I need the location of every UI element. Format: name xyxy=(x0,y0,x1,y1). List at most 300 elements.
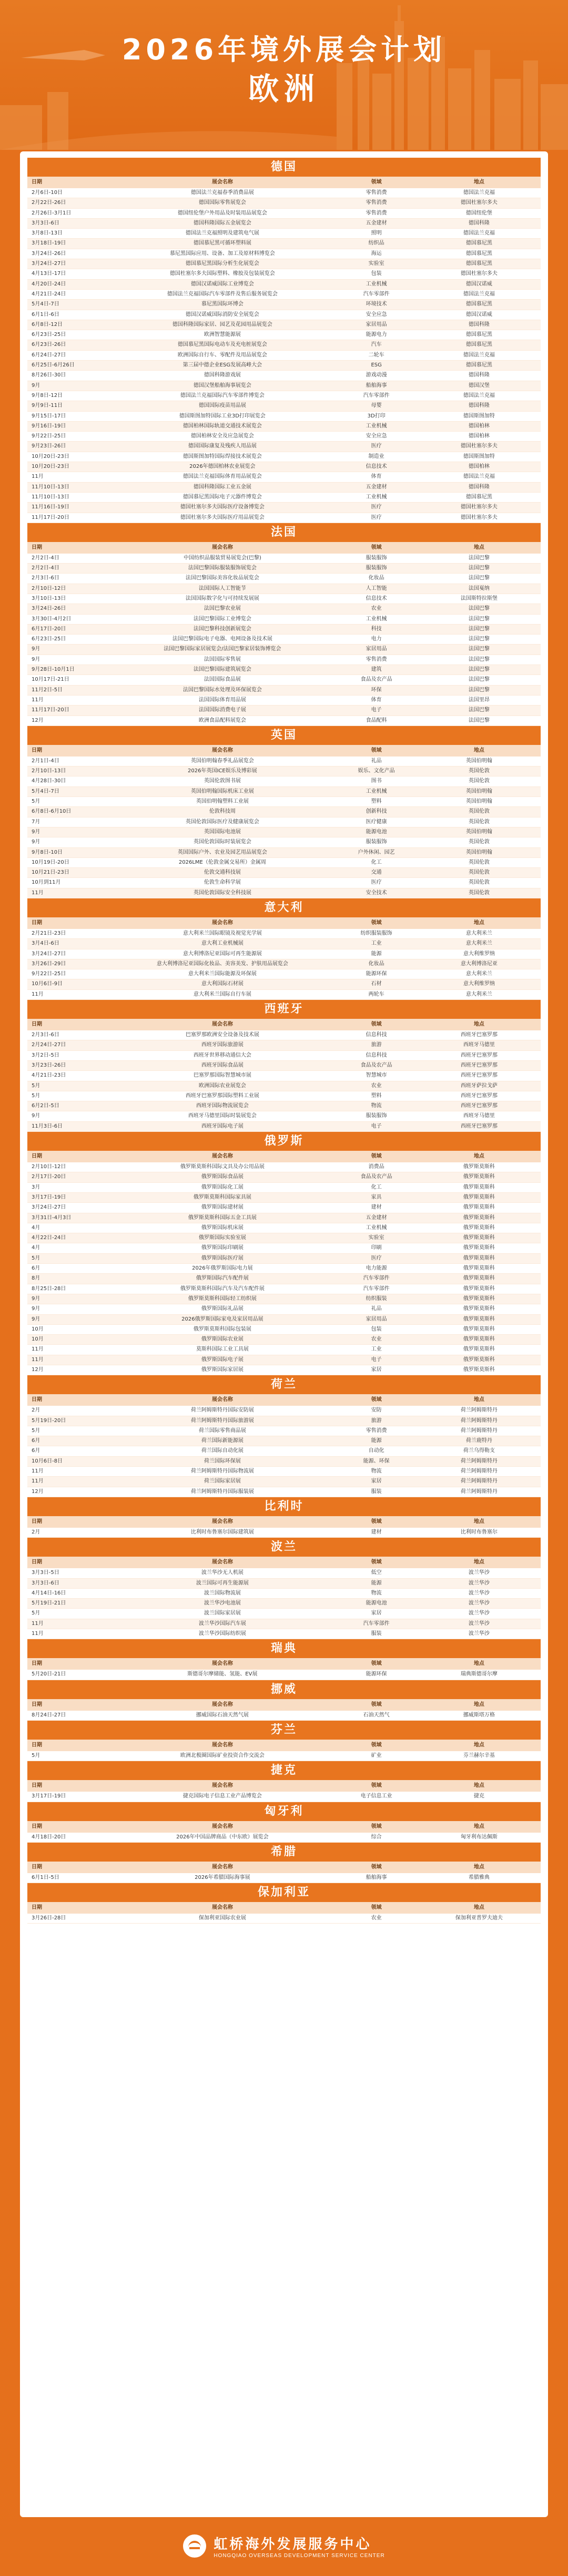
table-cell: 西班牙马德里国际时装展览会 xyxy=(188,1113,257,1119)
table-header-row xyxy=(27,1019,541,1030)
column-header-field: 领域 xyxy=(371,747,382,753)
table-cell: 法国巴黎 xyxy=(468,667,490,673)
table-cell: 俄罗斯国际食品展 xyxy=(201,1174,244,1180)
table-row xyxy=(27,1091,541,1101)
table-cell: 3月30日-4月2日 xyxy=(32,616,72,622)
table-body xyxy=(27,757,541,898)
table-cell: 10月17日-21日 xyxy=(32,677,69,683)
table-row xyxy=(27,493,541,503)
table-cell: 医疗 xyxy=(371,880,382,886)
table-row xyxy=(27,1213,541,1223)
table-cell: 11月3日-6日 xyxy=(32,1123,63,1129)
table-cell: 波兰国际物流展 xyxy=(204,1590,241,1596)
table-cell: 意大利米兰国际能源及环保展 xyxy=(188,971,257,977)
column-header-field: 领域 xyxy=(371,1559,382,1566)
table-cell: 德国法兰克福 xyxy=(463,291,495,297)
table-row xyxy=(27,229,541,239)
table-cell: 体育 xyxy=(371,697,382,703)
table-row xyxy=(27,422,541,432)
table-row xyxy=(27,574,541,584)
table-cell: 西班牙萨拉戈萨 xyxy=(460,1082,498,1089)
table-cell: 5月4日-7日 xyxy=(32,788,59,794)
table-cell: 西班牙巴塞罗那 xyxy=(460,1123,498,1129)
table-cell: 俄罗斯莫斯科国际轻工纺织展 xyxy=(188,1295,257,1302)
country-heading: 英国 xyxy=(27,726,541,745)
table-cell: 包装 xyxy=(371,1326,382,1332)
column-header-name: 展会名称 xyxy=(211,1823,233,1829)
country-heading: 匈牙利 xyxy=(27,1802,541,1821)
table-row xyxy=(27,310,541,320)
table-row xyxy=(27,1162,541,1172)
table-cell: 荷兰阿姆斯特丹 xyxy=(460,1427,498,1434)
table-cell: 英国伯明翰 xyxy=(465,758,492,764)
table-cell: 德国杜塞尔多夫 xyxy=(460,200,498,206)
table-row xyxy=(27,391,541,401)
table-cell: 9月 xyxy=(32,382,40,389)
column-header-date: 日期 xyxy=(32,747,42,753)
column-header-date: 日期 xyxy=(32,1701,42,1708)
table-cell: 德国杜塞尔多夫 xyxy=(460,514,498,520)
table-cell: 德国科隆 xyxy=(468,484,490,490)
table-cell: 波兰华沙 xyxy=(468,1610,490,1617)
table-cell: 荷兰阿姆斯特丹 xyxy=(460,1417,498,1424)
table-cell: 8月25日-28日 xyxy=(32,1285,66,1292)
column-header-field: 领域 xyxy=(371,179,382,185)
table-row xyxy=(27,351,541,361)
table-cell: 法国巴黎国际服装服饰展览会 xyxy=(188,565,257,571)
table-row xyxy=(27,1670,541,1680)
table-cell: 荷兰阿姆斯特丹国际物流展 xyxy=(190,1468,254,1475)
table-cell: 化妆品 xyxy=(368,575,384,581)
column-header-name: 展会名称 xyxy=(211,1153,233,1160)
table-row xyxy=(27,1416,541,1426)
table-cell: 法国巴黎 xyxy=(468,656,490,662)
table-cell: 德国科隆国际五金展览会 xyxy=(193,220,251,226)
column-header-date: 日期 xyxy=(32,1905,42,1911)
table-row xyxy=(27,665,541,675)
table-row xyxy=(27,452,541,462)
table-row xyxy=(27,1406,541,1416)
table-cell: 意大利米兰国际自行车展 xyxy=(193,991,251,997)
table-row xyxy=(27,300,541,310)
table-cell: 俄罗斯国际电子展 xyxy=(201,1356,244,1363)
table-cell: 二轮车 xyxy=(368,352,384,358)
table-cell: 工业机械 xyxy=(366,1224,387,1231)
table-row xyxy=(27,340,541,350)
table-cell: 俄罗斯国际家居展 xyxy=(201,1366,244,1373)
column-header-date: 日期 xyxy=(32,1661,42,1667)
table-cell: 德国国际零售展览会 xyxy=(198,200,246,206)
table-cell: 信息科技 xyxy=(366,1032,387,1038)
table-cell: 法国国际数字化与可持续发展展 xyxy=(185,595,259,601)
page-subtitle: 欧洲 xyxy=(248,71,320,107)
table-cell: 西班牙马德里 xyxy=(463,1113,495,1119)
column-header-field: 领域 xyxy=(371,1397,382,1403)
table-cell: 4月 xyxy=(32,1224,40,1231)
column-header-name: 展会名称 xyxy=(211,1783,233,1789)
column-header-location: 地点 xyxy=(473,1661,484,1667)
table-cell: 德国柏林 xyxy=(468,423,490,429)
table-cell: 6月24日-27日 xyxy=(32,352,66,358)
table-cell: 德国汉堡 xyxy=(468,382,490,389)
table-cell: 意大利国际石材展 xyxy=(201,981,244,987)
table-cell: 德国慕尼黑 xyxy=(465,332,492,338)
table-cell: 意大利维罗纳 xyxy=(463,950,495,957)
country-section xyxy=(27,158,541,523)
table-cell: 10月20日-23日 xyxy=(32,464,69,470)
table-row xyxy=(27,1101,541,1111)
table-cell: 荷兰阿姆斯特丹 xyxy=(460,1478,498,1485)
table-cell: 德国慕尼黑 xyxy=(465,362,492,369)
table-body xyxy=(27,1711,541,1721)
table-cell: 9月22日-25日 xyxy=(32,433,66,439)
table-row xyxy=(27,888,541,898)
table-row xyxy=(27,198,541,208)
table-cell: 4月21日-23日 xyxy=(32,1072,66,1079)
table-cell: 德国汉诺威国际消防安全展览会 xyxy=(185,311,259,318)
table-cell: 英国伦敦国际医疗及健康展览会 xyxy=(185,819,259,825)
column-header-name: 展会名称 xyxy=(211,1518,233,1525)
table-cell: 服装服饰 xyxy=(366,839,387,845)
table-row xyxy=(27,513,541,523)
table-cell: 希腊雅典 xyxy=(468,1874,490,1880)
table-cell: 11月 xyxy=(32,1468,44,1475)
country-section xyxy=(27,1802,541,1843)
table-cell: 2月26日-3月1日 xyxy=(32,210,72,216)
table-cell: 德国慕尼黑国际电动车及充电桩展览会 xyxy=(177,342,267,348)
table-cell: 工业机械 xyxy=(366,494,387,500)
table-cell: 6月23日-25日 xyxy=(32,636,66,642)
column-header-field: 领域 xyxy=(371,1905,382,1911)
table-row xyxy=(27,483,541,493)
table-cell: 欧洲国际自行车、零配件及用品展览会 xyxy=(177,352,267,358)
table-cell: 英国伦敦 xyxy=(468,768,490,774)
table-cell: 3月18日-19日 xyxy=(32,240,66,247)
table-cell: 德国杜塞尔多夫 xyxy=(460,443,498,449)
table-cell: 8月 xyxy=(32,1275,40,1282)
table-row xyxy=(27,330,541,340)
table-cell: 2月21日-23日 xyxy=(32,931,66,936)
table-cell: 波兰华沙 xyxy=(468,1570,490,1576)
table-row xyxy=(27,1599,541,1609)
table-cell: 伦敦交通科技展 xyxy=(204,870,241,876)
table-row xyxy=(27,1528,541,1538)
table-header-row xyxy=(27,917,541,929)
table-cell: 零售消费 xyxy=(366,656,387,662)
table-cell: 3月24日-26日 xyxy=(32,606,66,612)
table-cell: 西班牙巴塞罗那 xyxy=(460,1032,498,1038)
column-header-location: 地点 xyxy=(473,1518,484,1525)
table-cell: 电子信息工业 xyxy=(360,1793,392,1800)
table-cell: 6月25日-6月26日 xyxy=(32,362,75,369)
country-section xyxy=(27,1000,541,1132)
table-cell: 德国科隆 xyxy=(468,220,490,226)
table-cell: 11月 xyxy=(32,1356,44,1363)
table-cell: 汽车零部件 xyxy=(363,291,390,297)
table-cell: 10月到11月 xyxy=(32,880,61,886)
table-cell: 慕尼黑国际应用、设备、加工及原材料博览会 xyxy=(169,250,275,257)
table-cell: 欧洲北极圈国际矿业投资合作交流会 xyxy=(180,1752,265,1759)
column-header-field: 领域 xyxy=(371,1742,382,1748)
table-cell: 10月21日-23日 xyxy=(32,870,69,876)
country-heading: 荷兰 xyxy=(27,1375,541,1394)
table-cell: 英国伦敦 xyxy=(468,890,490,896)
table-cell: 环保 xyxy=(371,687,382,693)
table-row xyxy=(27,472,541,482)
table-row xyxy=(27,969,541,979)
table-row xyxy=(27,381,541,391)
table-cell: 3月24日-27日 xyxy=(32,950,66,957)
table-body xyxy=(27,1568,541,1639)
table-cell: 9月22日-25日 xyxy=(32,971,66,977)
table-cell: 俄罗斯国际实验室展 xyxy=(198,1235,246,1241)
table-cell: 人工智能 xyxy=(366,585,387,591)
table-row xyxy=(27,209,541,219)
table-row xyxy=(27,1365,541,1375)
table-cell: 6月17日-20日 xyxy=(32,626,66,632)
country-section xyxy=(27,1375,541,1497)
table-cell: 3月17日-19日 xyxy=(32,1194,66,1200)
table-cell: 斯德哥尔摩储能、氢能、EV展 xyxy=(187,1671,258,1678)
table-row xyxy=(27,1274,541,1284)
table-cell: 2026年俄罗斯国际电力展 xyxy=(192,1265,253,1272)
table-cell: 德国法兰克福 xyxy=(463,474,495,480)
country-heading: 波兰 xyxy=(27,1538,541,1557)
table-cell: 3月17日-19日 xyxy=(32,1793,66,1800)
table-cell: 实验室 xyxy=(368,1235,384,1241)
table-cell: 西班牙世界移动通信大会 xyxy=(193,1052,251,1058)
table-cell: 德国法兰克福照明及建筑电气展 xyxy=(185,230,259,237)
table-cell: 工业机械 xyxy=(366,281,387,287)
table-cell: 物流 xyxy=(371,1468,382,1475)
table-cell: 挪威斯塔万格 xyxy=(463,1712,495,1718)
column-header-field: 领域 xyxy=(371,544,382,550)
table-cell: 6月2日-5日 xyxy=(32,1103,59,1109)
table-row xyxy=(27,1254,541,1264)
table-cell: 英国伦敦 xyxy=(468,870,490,876)
column-header-name: 展会名称 xyxy=(211,544,233,550)
table-cell: 能源电池 xyxy=(366,829,387,835)
table-row xyxy=(27,269,541,279)
column-header-name: 展会名称 xyxy=(211,1864,233,1870)
bridge-logo-icon xyxy=(183,2534,206,2558)
table-cell: 俄罗斯莫斯科 xyxy=(463,1356,495,1363)
column-header-location: 地点 xyxy=(473,747,484,753)
table-row xyxy=(27,361,541,371)
table-cell: 德国杜塞尔多夫 xyxy=(460,504,498,510)
table-body xyxy=(27,1162,541,1375)
table-body xyxy=(27,1406,541,1497)
column-header-field: 领域 xyxy=(371,1783,382,1789)
table-cell: 俄罗斯莫斯科 xyxy=(463,1245,495,1251)
table-cell: 5月 xyxy=(32,1255,40,1261)
country-heading: 西班牙 xyxy=(27,1000,541,1019)
table-cell: 能源 xyxy=(371,1438,382,1444)
table-cell: 母婴 xyxy=(371,403,382,409)
table-row xyxy=(27,1345,541,1355)
table-cell: 意大利维罗纳 xyxy=(463,981,495,987)
table-cell: 瑞典斯德哥尔摩 xyxy=(460,1671,498,1678)
table-cell: 安防 xyxy=(371,1407,382,1414)
table-cell: 意大利博洛尼亚 xyxy=(460,960,498,967)
table-cell: 西班牙马德里 xyxy=(463,1042,495,1048)
table-cell: 能源环保 xyxy=(366,1671,387,1678)
column-header-location: 地点 xyxy=(473,1701,484,1708)
table-cell: 西班牙国际食品展 xyxy=(201,1062,244,1068)
table-cell: 欧洲国际农业展览会 xyxy=(198,1082,246,1089)
country-section xyxy=(27,726,541,898)
country-heading: 德国 xyxy=(27,158,541,177)
table-cell: 西班牙巴塞罗那 xyxy=(460,1052,498,1058)
table-cell: 俄罗斯莫斯科 xyxy=(463,1316,495,1322)
table-cell: 2月1日-4日 xyxy=(32,758,59,764)
table-header-row xyxy=(27,1557,541,1568)
column-header-name: 展会名称 xyxy=(211,1559,233,1566)
table-cell: 能源、环保 xyxy=(363,1458,390,1464)
table-cell: 俄罗斯莫斯科 xyxy=(463,1275,495,1282)
column-header-location: 地点 xyxy=(473,1905,484,1911)
table-cell: 4月21日-24日 xyxy=(32,291,66,297)
table-cell: 西班牙巴塞罗那 xyxy=(460,1092,498,1099)
table-cell: 法国巴黎 xyxy=(468,687,490,693)
table-cell: 9月16日-19日 xyxy=(32,423,66,429)
table-cell: 俄罗斯国际医疗展 xyxy=(201,1255,244,1261)
table-cell: 俄罗斯国际汽车配件展 xyxy=(196,1275,249,1282)
table-row xyxy=(27,412,541,422)
table-cell: 英国伯明翰 xyxy=(465,788,492,794)
table-cell: 英国国际电池展 xyxy=(204,829,241,835)
table-cell: 11月17日-20日 xyxy=(32,707,69,713)
table-cell: 德国法兰克福 xyxy=(463,352,495,358)
table-row xyxy=(27,371,541,381)
table-cell: 法国巴黎国际工业博览会 xyxy=(193,616,251,622)
table-cell: 捷克 xyxy=(473,1793,484,1800)
table-cell: 2月2日-4日 xyxy=(32,565,59,571)
table-cell: 矿业 xyxy=(371,1752,382,1759)
country-sections xyxy=(20,151,548,1924)
table-cell: 6月23日-25日 xyxy=(32,332,66,338)
country-section xyxy=(27,1761,541,1802)
table-row xyxy=(27,503,541,513)
column-header-location: 地点 xyxy=(473,1153,484,1160)
table-header-row xyxy=(27,1821,541,1833)
table-cell: 9月8日-10日 xyxy=(32,849,63,855)
table-row xyxy=(27,1193,541,1203)
table-row xyxy=(27,1619,541,1629)
column-header-field: 领域 xyxy=(371,1518,382,1525)
table-header-row xyxy=(27,1151,541,1162)
table-cell: 比利时布鲁塞尔国际建筑展 xyxy=(190,1529,254,1535)
table-row xyxy=(27,675,541,685)
table-row xyxy=(27,1071,541,1081)
table-cell: 德国科隆国际家居、园艺及花园用品展览会 xyxy=(172,321,272,328)
table-row xyxy=(27,259,541,269)
table-cell: 旅游 xyxy=(371,1042,382,1048)
table-cell: 3月23日-26日 xyxy=(32,1062,66,1068)
table-cell: 波兰华沙 xyxy=(468,1600,490,1607)
table-row xyxy=(27,635,541,645)
column-header-location: 地点 xyxy=(473,1783,484,1789)
table-cell: 3月2日-5日 xyxy=(32,1052,59,1058)
table-cell: 德国汉诺威 xyxy=(465,311,492,318)
column-header-field: 领域 xyxy=(371,1701,382,1708)
table-cell: 德国汉堡船舶海事展览会 xyxy=(193,382,251,389)
table-cell: 德国法兰克福国际体育用品展览会 xyxy=(182,474,262,480)
table-cell: 能源环保 xyxy=(366,971,387,977)
table-cell: 德国杜塞尔多夫 xyxy=(460,271,498,277)
table-cell: 9月8日-12日 xyxy=(32,392,63,398)
table-cell: 化妆品 xyxy=(368,960,384,967)
table-cell: 家具 xyxy=(371,1194,382,1200)
table-row xyxy=(27,1446,541,1456)
table-cell: 智慧城市 xyxy=(366,1072,387,1079)
footer-org-name: 虹桥海外发展服务中心 xyxy=(214,2537,372,2552)
table-cell: 3月24日-27日 xyxy=(32,261,66,267)
table-row xyxy=(27,655,541,665)
table-cell: 法国国际人工智能节 xyxy=(198,585,246,591)
table-cell: 3月3日-6日 xyxy=(32,1580,59,1586)
table-cell: 工业机械 xyxy=(366,616,387,622)
table-cell: 建材 xyxy=(371,1529,382,1535)
table-row xyxy=(27,625,541,635)
table-row xyxy=(27,939,541,949)
table-cell: 2月2日-4日 xyxy=(32,555,59,561)
table-cell: 6月 xyxy=(32,1438,40,1444)
column-header-name: 展会名称 xyxy=(211,1742,233,1748)
table-row xyxy=(27,787,541,797)
table-cell: 西班牙巴塞罗那 xyxy=(460,1072,498,1079)
table-cell: 印刷 xyxy=(371,1245,382,1251)
table-cell: 法国巴黎农业展 xyxy=(204,606,241,612)
column-header-location: 地点 xyxy=(473,1397,484,1403)
table-cell: 德国杜塞尔多夫国际医疗设备博览会 xyxy=(180,504,265,510)
column-header-date: 日期 xyxy=(32,1518,42,1525)
table-row xyxy=(27,1467,541,1477)
table-cell: 9月28日-10月1日 xyxy=(32,667,75,673)
column-header-date: 日期 xyxy=(32,1823,42,1829)
table-cell: 2026俄罗斯国际家电及家居用品展 xyxy=(181,1316,263,1322)
table-cell: 俄罗斯莫斯科 xyxy=(463,1265,495,1272)
table-cell: 8月24日-27日 xyxy=(32,1712,66,1718)
table-cell: 2026年德国柏林农业展览会 xyxy=(189,464,256,470)
table-cell: 荷兰阿姆斯特丹 xyxy=(460,1488,498,1495)
table-cell: 俄罗斯莫斯科 xyxy=(463,1164,495,1170)
table-cell: 电力 xyxy=(371,636,382,642)
table-row xyxy=(27,1711,541,1721)
table-row xyxy=(27,1172,541,1182)
table-row xyxy=(27,1183,541,1193)
table-row xyxy=(27,1315,541,1325)
table-cell: 俄罗斯国际机床展 xyxy=(201,1224,244,1231)
table-cell: 娱乐、文化产品 xyxy=(358,768,395,774)
table-row xyxy=(27,1051,541,1061)
table-cell: 意大利米兰 xyxy=(465,941,492,947)
table-cell: 信息科技 xyxy=(366,1052,387,1058)
column-header-location: 地点 xyxy=(473,1742,484,1748)
table-cell: 2月3日-6日 xyxy=(32,575,59,581)
column-header-date: 日期 xyxy=(32,179,42,185)
column-header-location: 地点 xyxy=(473,179,484,185)
table-cell: 3月3日-6日 xyxy=(32,220,59,226)
table-cell: 俄罗斯莫斯科 xyxy=(463,1336,495,1343)
table-cell: 法国里昂 xyxy=(468,697,490,703)
table-cell: 德国国际疫苗用品展 xyxy=(198,403,246,409)
table-cell: 医疗 xyxy=(371,504,382,510)
column-header-date: 日期 xyxy=(32,1864,42,1870)
table-cell: 德国慕尼黑 xyxy=(465,494,492,500)
table-row xyxy=(27,696,541,706)
table-cell: 4月13日-17日 xyxy=(32,271,66,277)
